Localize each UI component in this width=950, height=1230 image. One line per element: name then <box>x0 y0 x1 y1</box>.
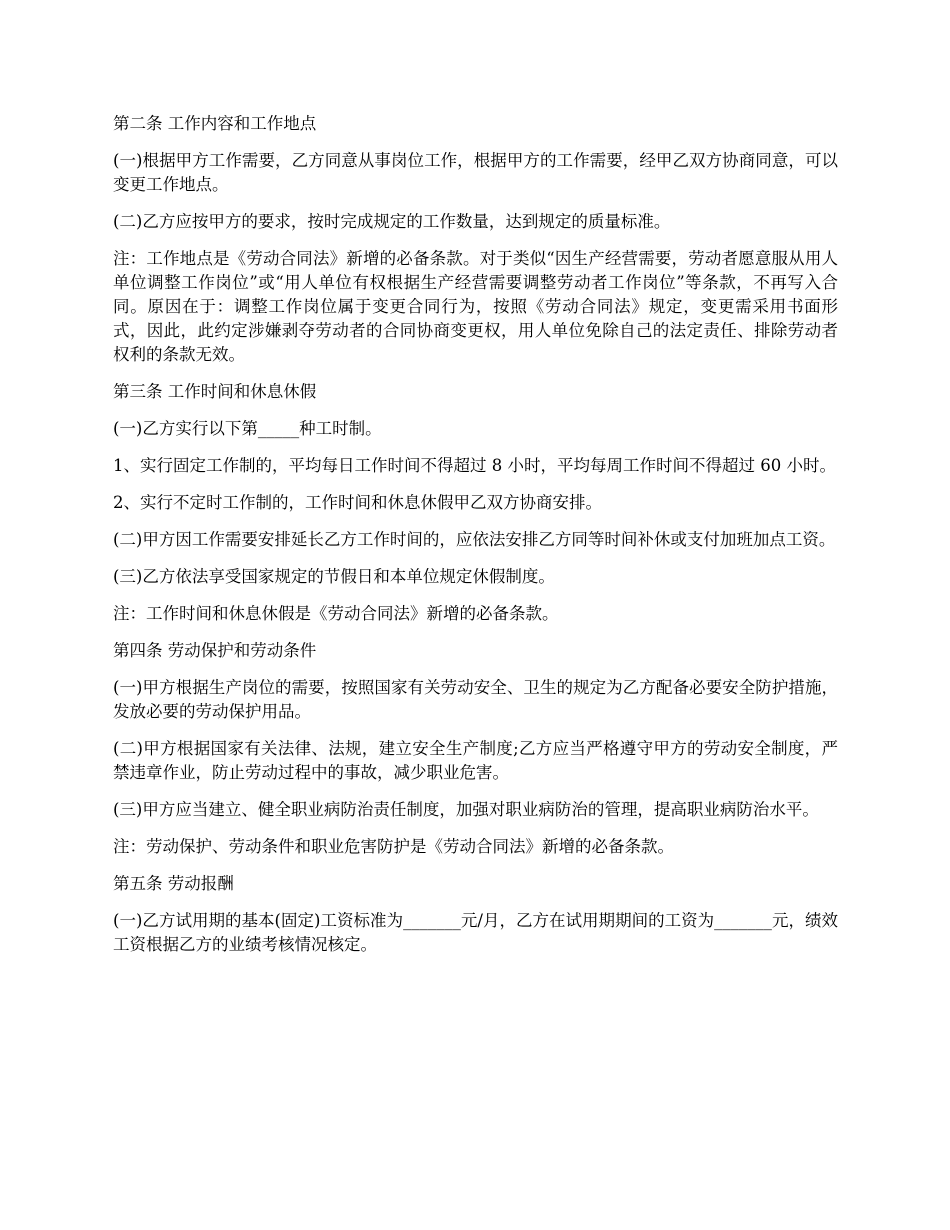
article-3-note: 注：工作时间和休息休假是《劳动合同法》新增的必备条款。 <box>113 604 559 623</box>
article-2-clause-2: (二)乙方应按甲方的要求，按时完成规定的工作数量，达到规定的质量标准。 <box>113 212 671 231</box>
article-3-clause-1: (一)乙方实行以下第_____种工时制。 <box>113 419 382 438</box>
article-3-clause-3: (三)乙方依法享受国家规定的节假日和本单位规定休假制度。 <box>113 567 555 586</box>
article-4-clause-2: (二)甲方根据国家有关法律、法规，建立安全生产制度;乙方应当严格遵守甲方的劳动安全制度，严禁违章作业，防止劳动过程中的事故，减少职业危害。 <box>113 739 838 782</box>
article-5-clause-1: (一)乙方试用期的基本(固定)工资标准为_______元/月，乙方在试用期期间的工资为_______元，绩效工资根据乙方的业绩考核情况核定。 <box>113 911 838 954</box>
article-4-clause-3: (三)甲方应当建立、健全职业病防治责任制度，加强对职业病防治的管理，提高职业病防治水平。 <box>113 800 819 819</box>
article-4-clause-1: (一)甲方根据生产岗位的需要，按照国家有关劳动安全、卫生的规定为乙方配备必要安全防护措施，发放必要的劳动保护用品。 <box>113 678 838 721</box>
article-2-clause-1: (一)根据甲方工作需要，乙方同意从事岗位工作，根据甲方的工作需要，经甲乙双方协商同意，可以变更工作地点。 <box>113 151 838 194</box>
article-5-heading: 第五条 劳动报酬 <box>113 874 234 893</box>
article-3-clause-2: (二)甲方因工作需要安排延长乙方工作时间的，应依法安排乙方同等时间补休或支付加班加点工资。 <box>113 530 836 549</box>
article-3-heading: 第三条 工作时间和休息休假 <box>113 382 317 401</box>
article-4-heading: 第四条 劳动保护和劳动条件 <box>113 641 317 660</box>
article-2-heading: 第二条 工作内容和工作地点 <box>113 114 317 133</box>
article-2-note: 注：工作地点是《劳动合同法》新增的必备条款。对于类似“因生产经营需要，劳动者愿意服从用人单位调整工作岗位”或“用人单位有权根据生产经营需要调整劳动者工作岗位”等条款，不再写入合同。原因在于：调整工作岗位属于变更合同行为，按照《劳动合同法》规定，变更需采用书面形式，因此，此约定涉嫌剥夺劳动者的合同协商变更权，用人单位免除自己的法定责任、排除劳动者权利的条款无效。 <box>113 249 838 364</box>
article-3-item-1: 1、实行固定工作制的，平均每日工作时间不得超过 8 小时，平均每周工作时间不得超过 60 小时。 <box>113 456 836 475</box>
article-4-note: 注：劳动保护、劳动条件和职业危害防护是《劳动合同法》新增的必备条款。 <box>113 837 674 856</box>
document-page <box>113 112 838 970</box>
article-3-item-2: 2、实行不定时工作制的，工作时间和休息休假甲乙双方协商安排。 <box>113 493 602 512</box>
